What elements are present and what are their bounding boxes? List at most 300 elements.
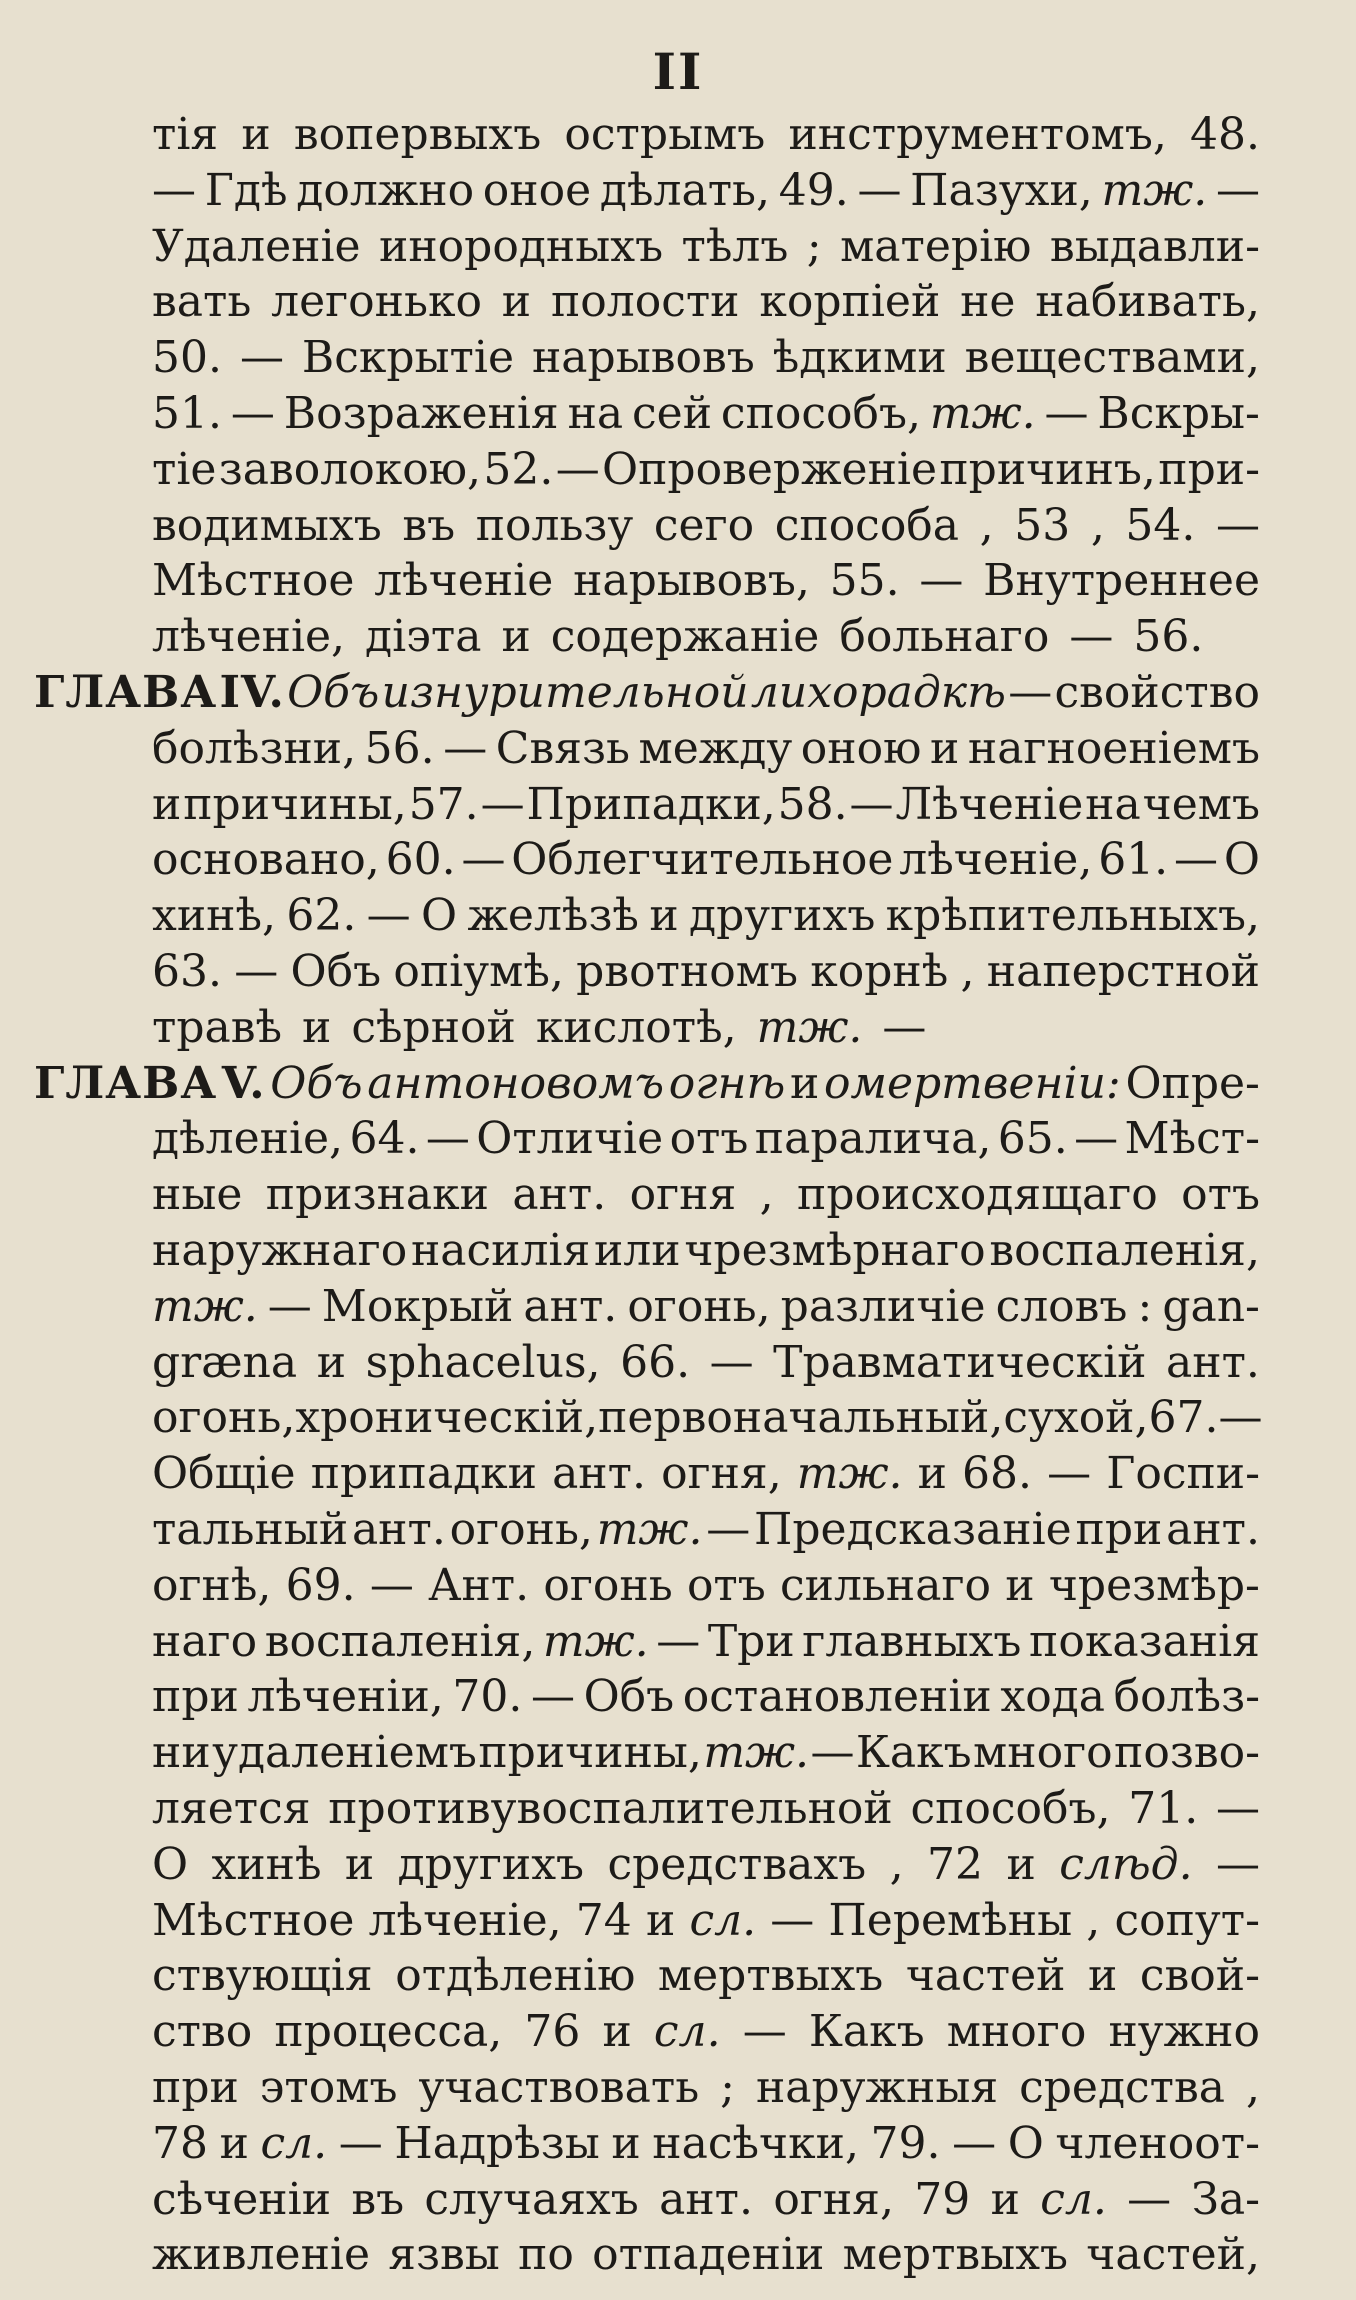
word: и (241, 109, 271, 160)
word: 79. (870, 2117, 941, 2169)
text-line (152, 439, 1260, 501)
word: Отличіе (476, 1113, 664, 1165)
word: ант. (512, 1169, 607, 1221)
word: основано, (152, 834, 380, 886)
word: отъ (1181, 1169, 1260, 1221)
word: — (230, 388, 275, 439)
word: тж. (703, 1727, 810, 1779)
text-line (152, 1220, 1260, 1282)
word: нагноеніемъ (967, 722, 1260, 774)
text-line (152, 104, 1260, 166)
word: воспаленія, (264, 1615, 536, 1667)
word: тж. (152, 1280, 258, 1332)
word: — (706, 1504, 751, 1555)
word: тж. (929, 388, 1036, 439)
text-line (152, 160, 1260, 222)
word: позво- (1114, 1727, 1260, 1779)
word: болѣзни, (152, 722, 357, 774)
word: 70. (452, 1671, 523, 1723)
word: Общіе (152, 1448, 296, 1500)
word: 67. (1148, 1392, 1219, 1444)
word: огня, (773, 2173, 894, 2225)
word: чрезмѣрнаго (684, 1225, 986, 1276)
word: — (1216, 499, 1260, 551)
text-line (152, 885, 1260, 947)
page-number: II (652, 42, 704, 101)
word: тж. (596, 1504, 703, 1555)
word: 54. (1125, 499, 1196, 551)
word: и (1006, 1838, 1036, 1890)
word: Гдѣ (204, 164, 288, 216)
word: сѣченіи (152, 2173, 332, 2225)
word: язвы (388, 2229, 500, 2281)
word: О (421, 890, 458, 942)
word: — (366, 890, 411, 942)
word: мертвыхъ (657, 1950, 884, 2002)
word: первоначальный, (598, 1392, 1004, 1444)
word: Вскрытіе (301, 332, 515, 384)
word: огня (629, 1169, 737, 1221)
word: : (1137, 1280, 1153, 1332)
word: и (316, 1336, 347, 1388)
text-line (152, 1164, 1260, 1226)
text-line (152, 2113, 1260, 2175)
word: нарывовъ (531, 332, 755, 384)
word: огонь, (449, 1504, 593, 1555)
word: или (593, 1225, 681, 1276)
text-line (152, 1778, 1260, 1840)
text-line (152, 1945, 1260, 2007)
word: — (234, 946, 279, 997)
word: тіе (152, 443, 217, 495)
word: ; (720, 2062, 735, 2113)
word: въ (402, 499, 456, 551)
word: Предсказаніе (754, 1504, 1072, 1555)
word: 64. (349, 1113, 420, 1165)
word: наперстной (986, 946, 1260, 997)
word: и (219, 2117, 249, 2169)
word: насѣчки, (652, 2117, 859, 2169)
word: въ (351, 2173, 405, 2225)
word: Объ (290, 946, 382, 997)
word: Вскры- (1097, 388, 1260, 439)
word: чрезмѣр- (1048, 1559, 1260, 1611)
word: свойство (1054, 667, 1260, 718)
word: Объ (583, 1671, 675, 1723)
word: ные (152, 1169, 243, 1221)
word: средства (1019, 2062, 1226, 2113)
word: 76 (524, 2006, 581, 2058)
word: паралича, (754, 1113, 992, 1165)
text-line (152, 271, 1260, 333)
word: отдѣленію (395, 1950, 636, 2002)
word: при (152, 1671, 239, 1723)
word: и (611, 2117, 641, 2169)
word: при (152, 2062, 239, 2113)
word: — (849, 778, 894, 830)
word: желѣзѣ (467, 890, 639, 942)
word: травѣ (152, 1001, 283, 1053)
word: — (709, 1336, 754, 1388)
word: sphacelus, (365, 1336, 601, 1388)
word: , (960, 946, 975, 997)
word: вопервыхъ (293, 109, 542, 160)
word: случаяхъ (424, 2173, 639, 2225)
word: Перемѣны (828, 1894, 1073, 1946)
word: 56. (364, 722, 435, 774)
word: сл. (1040, 2173, 1107, 2225)
word: Три (707, 1615, 795, 1667)
word: Мокрый (321, 1280, 514, 1332)
word: тж. (542, 1615, 649, 1667)
word: За- (1191, 2173, 1260, 2225)
word: 74 (575, 1894, 632, 1946)
word: много (973, 1727, 1113, 1779)
word: , (979, 499, 994, 551)
word: — (461, 834, 506, 886)
word: 53 (1014, 499, 1071, 551)
word: происходящаго (797, 1169, 1158, 1221)
word: другихъ (397, 1838, 585, 1890)
word: — (1127, 2173, 1172, 2225)
text-line (152, 1611, 1260, 1673)
word: Объ (287, 667, 380, 718)
word: сухой, (1003, 1392, 1149, 1444)
word: другихъ (688, 890, 876, 942)
word: сопут- (1114, 1894, 1260, 1946)
word: дѣленіе, (152, 1113, 344, 1165)
word: ант. (1166, 1504, 1260, 1555)
word: , (1090, 499, 1105, 551)
word: мертвыхъ (842, 2229, 1069, 2281)
word: 78 (152, 2117, 208, 2169)
text-line (152, 1666, 1260, 1728)
word: сл. (689, 1894, 757, 1946)
chapter-heading-line (34, 662, 1260, 724)
word: 51. (152, 388, 222, 439)
word: инородныхъ (379, 220, 664, 272)
word: — (338, 2117, 383, 2169)
word: корнѣ (810, 946, 949, 997)
word: 65. (997, 1113, 1068, 1165)
word: корпіей (759, 276, 941, 328)
word: — (555, 443, 600, 495)
word: слѣд. (1059, 1838, 1193, 1890)
text-line (152, 2224, 1260, 2286)
word: Ант. (428, 1559, 530, 1611)
word: лѣченіе, (899, 834, 1093, 886)
word: способа (774, 499, 960, 551)
word: сл. (260, 2117, 328, 2169)
word: V. (221, 1057, 266, 1109)
word: — (1215, 1838, 1260, 1890)
word: средствахъ (607, 1838, 867, 1890)
word: тальный (152, 1504, 349, 1555)
word: ант. (552, 1448, 646, 1500)
word: Какъ (855, 1727, 972, 1779)
word: Травматическій (773, 1336, 1147, 1388)
word: хода (1000, 1671, 1106, 1723)
word: крѣпительныхъ, (885, 890, 1260, 942)
word: при (1075, 1504, 1163, 1555)
word: тж. (756, 1001, 863, 1053)
word: оною (800, 722, 922, 774)
word: 69. (285, 1559, 356, 1611)
word: и (649, 890, 679, 942)
word: Пазухи, (910, 164, 1093, 216)
word: пользу (475, 499, 634, 551)
word: , (889, 1838, 904, 1890)
word: водимыхъ (152, 499, 382, 551)
text-line (152, 941, 1260, 1003)
word: — (1218, 1392, 1263, 1444)
text-line (152, 1276, 1260, 1338)
word: должно (296, 164, 475, 216)
text-line (152, 1834, 1260, 1896)
word: изнурительной (381, 667, 749, 718)
word: — (656, 1615, 701, 1667)
word: ство (152, 2006, 253, 2058)
word: лихорадкѣ (750, 667, 1006, 718)
text-line (152, 1890, 1260, 1952)
word: IV. (219, 667, 285, 718)
word: 66. (620, 1336, 691, 1388)
word: дѣлать, (599, 164, 770, 216)
word: между (638, 722, 793, 774)
word: насилія (410, 1225, 591, 1276)
word: ант. (659, 2173, 753, 2225)
word: больнаго (839, 611, 1050, 663)
word: ; (806, 220, 822, 272)
word: сей (632, 388, 713, 439)
word: нужно (1108, 2006, 1260, 2058)
text-line (152, 718, 1260, 780)
word: болѣз- (1113, 1671, 1260, 1723)
word: , (1245, 2062, 1260, 2113)
word: 63. (152, 946, 222, 997)
text-line (152, 216, 1260, 278)
word: огня, (661, 1448, 782, 1500)
text-line (152, 1722, 1260, 1784)
word: кислотѣ, (535, 1001, 737, 1053)
word: и (302, 1001, 332, 1053)
word: острымъ (564, 109, 766, 160)
text-line (152, 1332, 1260, 1394)
word: — (882, 1001, 927, 1053)
word: Опре- (1125, 1057, 1260, 1109)
word: причинъ, (939, 443, 1156, 495)
word: — (1174, 834, 1219, 886)
word: Надрѣзы (394, 2117, 600, 2169)
word: Госпи- (1106, 1448, 1260, 1500)
word: при- (1158, 443, 1260, 495)
word: нарывовъ, (573, 555, 810, 607)
word: и (602, 2006, 632, 2058)
word: оное (482, 164, 592, 216)
word: и (501, 276, 532, 328)
word: антоновомъ (367, 1057, 665, 1109)
word: ант. (523, 1280, 618, 1332)
word: огонь (543, 1559, 673, 1611)
word: Связь (495, 722, 630, 774)
word: 52. (483, 443, 554, 495)
word: наружныя (755, 2062, 999, 2113)
word: огнѣ (668, 1057, 786, 1109)
text-line (152, 1108, 1260, 1170)
word: и (990, 2173, 1020, 2225)
word: — (267, 1280, 312, 1332)
word: веществами, (964, 332, 1260, 384)
word: — (810, 1727, 855, 1779)
word: главныхъ (802, 1615, 1022, 1667)
word: выдавли- (1049, 220, 1260, 272)
word: тж. (796, 1448, 903, 1500)
word: процесса, (274, 2006, 503, 2058)
text-line (152, 1387, 1263, 1449)
text-line (152, 606, 1260, 668)
word: сильнаго (780, 1559, 991, 1611)
word: ляется (152, 1783, 311, 1834)
word: — (1216, 164, 1260, 216)
word: Какъ (808, 2006, 925, 2058)
word: — (742, 2006, 787, 2058)
word: и (789, 1057, 820, 1109)
word: тѣлъ (681, 220, 789, 272)
word: Удаленіе (152, 220, 361, 272)
word: лѣченіе (374, 555, 554, 607)
word: , (759, 1169, 774, 1221)
word: 60. (385, 834, 456, 886)
word: — (1008, 667, 1053, 718)
word: 68. (962, 1448, 1033, 1500)
word: рвотномъ (576, 946, 798, 997)
word: свой- (1139, 1950, 1260, 2002)
word: и (929, 722, 960, 774)
word: 48. (1189, 109, 1260, 160)
word: Мѣстное (152, 555, 355, 607)
word: gan- (1162, 1280, 1260, 1332)
text-line (152, 2169, 1260, 2231)
word: 49. (778, 164, 849, 216)
word: инструментомъ, (788, 109, 1167, 160)
word: 62. (286, 890, 357, 942)
word: Внутреннее (983, 555, 1260, 607)
word: вать (152, 276, 252, 328)
word: и (917, 1448, 947, 1500)
word: — (1044, 388, 1089, 439)
word: причины, (478, 1727, 702, 1779)
word: признаки (265, 1169, 489, 1221)
word: 61. (1098, 834, 1169, 886)
word: огнѣ, (152, 1559, 272, 1611)
word: — (770, 1894, 815, 1946)
word: огонь, (627, 1280, 771, 1332)
word: 55. (829, 555, 900, 607)
word: содержаніе (550, 611, 820, 663)
word: — (1069, 611, 1114, 663)
word: и (501, 611, 531, 663)
word: хинѣ (211, 1838, 322, 1890)
word: удаленіемъ (212, 1727, 477, 1779)
word: 58. (777, 778, 848, 830)
word: огонь, (152, 1392, 296, 1444)
word: — (425, 1113, 470, 1165)
word: 57. (408, 778, 479, 830)
word: тія (152, 109, 219, 160)
word: — (152, 164, 196, 216)
word: членоот- (1055, 2117, 1260, 2169)
word: на (567, 388, 624, 439)
text-line (152, 383, 1260, 445)
text-line (152, 774, 1260, 836)
word: хинѣ, (152, 890, 276, 942)
word: опіумѣ, (393, 946, 564, 997)
word: — (1074, 1113, 1119, 1165)
word: ствующія (152, 1950, 373, 2002)
word: О (1223, 834, 1260, 886)
word: — (369, 1559, 414, 1611)
word: græna (152, 1336, 298, 1388)
word: О (1007, 2117, 1044, 2169)
word: набивать, (1035, 276, 1260, 328)
text-line (152, 550, 1260, 612)
word: ни (152, 1727, 211, 1779)
text-line (152, 997, 1260, 1059)
word: — (1047, 1448, 1092, 1500)
word: заволокою, (218, 443, 482, 495)
word: ГЛАВА (34, 1057, 218, 1109)
word: Мѣст- (1124, 1113, 1260, 1165)
word: 50. (152, 332, 222, 384)
text-line (152, 495, 1260, 557)
word: частей, (1086, 2229, 1260, 2281)
word: — (857, 164, 902, 216)
word: — (1215, 1783, 1260, 1834)
word: — (530, 1671, 575, 1723)
text-line (152, 327, 1260, 389)
word: частей (905, 1950, 1066, 2002)
word: на (1085, 778, 1141, 830)
text-line (152, 1499, 1260, 1561)
word: чемъ (1142, 778, 1260, 830)
word: діэта (365, 611, 482, 663)
word: и (1005, 1559, 1035, 1611)
word: и (1088, 1950, 1118, 2002)
word: 72 (927, 1838, 984, 1890)
word: способъ, (910, 1783, 1111, 1834)
word: Припадки, (526, 778, 776, 830)
word: отъ (669, 1113, 749, 1165)
word: — (919, 555, 964, 607)
text-line (152, 1443, 1260, 1505)
word: Лѣченіе (895, 778, 1084, 830)
word: Объ (270, 1057, 363, 1109)
word: участвовать (418, 2062, 700, 2113)
word: ант. (351, 1504, 446, 1555)
word: лѣченіи, (247, 1671, 444, 1723)
word: наго (152, 1615, 258, 1667)
word: сл. (653, 2006, 721, 2058)
word: показанія (1029, 1615, 1260, 1667)
word: припадки (310, 1448, 537, 1500)
word: хроническій, (295, 1392, 599, 1444)
word: живленіе (152, 2229, 371, 2281)
word: много (946, 2006, 1087, 2058)
word: тж. (1101, 164, 1208, 216)
word: 71. (1128, 1783, 1199, 1834)
word: наружнаго (152, 1225, 408, 1276)
word: противувоспалительной (328, 1783, 893, 1834)
